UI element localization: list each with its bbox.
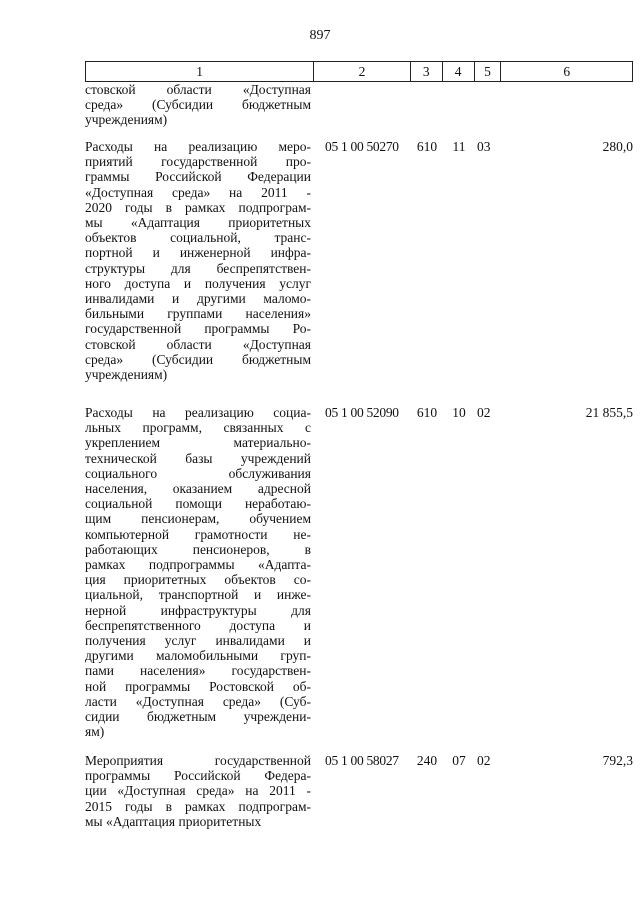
- row-code: 05 1 00 50270: [325, 139, 399, 154]
- description-line: учреждениям): [85, 112, 168, 128]
- row-col5: 02: [477, 405, 491, 420]
- description-line: щим пенсионерам, обучением: [85, 511, 311, 527]
- description-line: мы «Адаптация приоритетных: [85, 215, 311, 231]
- description-line: Расходы на реализацию социа-: [85, 405, 311, 420]
- description-line: ям): [85, 724, 105, 740]
- row-col5: 03: [477, 139, 491, 154]
- description-line: ция приоритетных объектов со-: [85, 572, 311, 588]
- row-amount: [502, 82, 633, 128]
- description-line: ласти «Доступная среда» (Суб-: [85, 693, 311, 709]
- row-code: [314, 82, 411, 128]
- description-line: социальной помощи неработаю-: [85, 496, 311, 512]
- table-row: [85, 139, 633, 382]
- column-header-4: 4: [443, 62, 475, 81]
- description-line: бильными группами населения»: [85, 306, 311, 322]
- description-line: граммы Российской Федерации: [85, 169, 311, 185]
- row-code: 05 1 00 58027: [325, 753, 399, 768]
- description-line: Мероприятия государственной: [85, 753, 311, 768]
- description-line: среда» (Субсидии бюджетным: [85, 97, 311, 113]
- description-line: нерной инфраструктуры для: [85, 602, 311, 618]
- description-line: другими маломобильными груп-: [85, 648, 311, 664]
- description-line: среда» (Субсидии бюджетным: [85, 351, 311, 367]
- row-description: [85, 139, 314, 382]
- description-line: приятий государственной про-: [85, 154, 311, 170]
- column-header-2: 2: [314, 62, 411, 81]
- column-header-3: 3: [411, 62, 443, 81]
- description-line: беспрепятственного доступа и: [85, 617, 311, 633]
- row-col4: [443, 82, 475, 128]
- description-line: укреплением материально-: [85, 435, 311, 451]
- table-row: [85, 82, 633, 128]
- description-line: работающих пенсионеров, в: [85, 541, 311, 557]
- description-line: населения, оказанием адресной: [85, 481, 311, 497]
- column-header-5: 5: [475, 62, 502, 81]
- page-number: 897: [309, 28, 331, 43]
- description-line: рамках подпрограммы «Адапта-: [85, 557, 311, 573]
- description-line: государственной программы Ро-: [85, 321, 311, 337]
- column-header-6: 6: [563, 64, 571, 79]
- row-col4: 10: [452, 405, 466, 420]
- row-col4: 11: [452, 139, 466, 154]
- description-line: пами населения» государствен-: [85, 663, 311, 679]
- column-header-1: 1: [86, 62, 314, 81]
- description-line: программы Российской Федера-: [85, 768, 311, 784]
- description-line: ции «Доступная среда» на 2011 -: [85, 783, 311, 799]
- row-col3: [411, 82, 443, 128]
- description-line: циальной, транспортной и инже-: [85, 587, 311, 603]
- table-row: [85, 753, 633, 829]
- row-description: [85, 82, 314, 128]
- row-amount: 792,3: [602, 753, 633, 768]
- description-line: получения услуг инвалидами и: [85, 633, 311, 649]
- description-line: мы «Адаптация приоритетных: [85, 813, 262, 829]
- description-line: 2020 годы в рамках подпрограм-: [85, 199, 311, 215]
- row-amount: 21 855,5: [585, 405, 633, 420]
- row-code: 05 1 00 52090: [325, 405, 399, 420]
- row-amount: 280,0: [602, 139, 633, 154]
- description-line: стовской области «Доступная: [85, 336, 311, 352]
- description-line: технической базы учреждений: [85, 450, 311, 466]
- description-line: ного доступа и получения услуг: [85, 275, 311, 291]
- row-col5: [475, 82, 502, 128]
- description-line: Расходы на реализацию меро-: [85, 139, 311, 154]
- row-description: [85, 405, 314, 739]
- description-line: стовской области «Доступная: [85, 82, 311, 97]
- row-col3: 610: [416, 139, 438, 154]
- description-line: «Доступная среда» на 2011 -: [85, 184, 311, 200]
- row-col5: 02: [477, 753, 491, 768]
- row-col3: 240: [416, 753, 438, 768]
- budget-table: [85, 61, 633, 829]
- description-line: ной программы Ростовской об-: [85, 678, 311, 694]
- description-line: сидии бюджетным учреждени-: [85, 709, 311, 725]
- description-line: структуры для беспрепятствен-: [85, 260, 311, 276]
- description-line: инвалидами и другими маломо-: [85, 291, 311, 307]
- table-row: [85, 405, 633, 739]
- row-description: [85, 753, 314, 829]
- description-line: учреждениям): [85, 367, 168, 383]
- description-line: компьютерной грамотности не-: [85, 526, 311, 542]
- table-header-row: [85, 61, 633, 82]
- description-line: социального обслуживания: [85, 465, 311, 481]
- description-line: льных программ, связанных с: [85, 420, 311, 436]
- description-line: объектов социальной, транс-: [85, 230, 311, 246]
- row-col3: 610: [416, 405, 438, 420]
- row-col4: 07: [452, 753, 466, 768]
- description-line: 2015 годы в рамках подпрограм-: [85, 798, 311, 814]
- description-line: портной и инженерной инфра-: [85, 245, 311, 261]
